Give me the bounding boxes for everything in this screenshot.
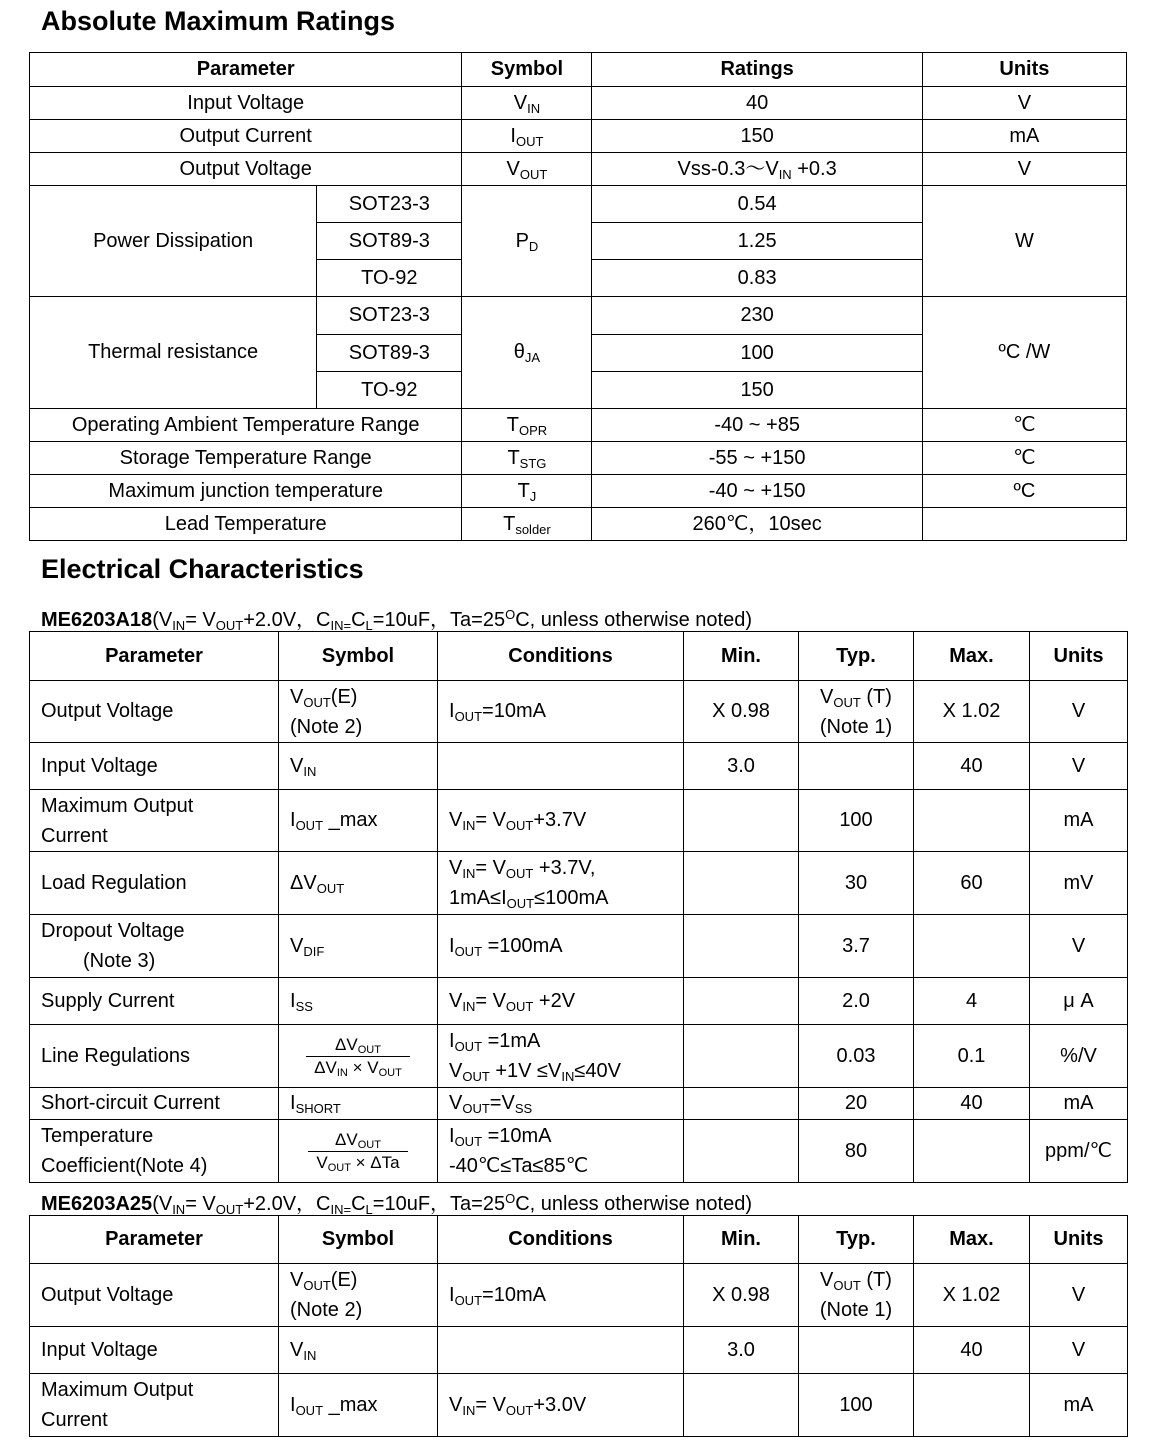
symbol-cell: $I_{OUT}$ _max [279,790,438,852]
unit-cell: V [1030,1327,1128,1374]
rating-cell: -40 ~ +150 [592,475,922,508]
rating-cell: 150 [592,120,922,153]
typ-cell [799,743,914,790]
unit-cell: %/V [1030,1025,1128,1088]
table-row [30,1374,1128,1437]
param-cell: Short-circuit Current [30,1088,279,1120]
max-cell [914,790,1030,852]
rating-cell: Vss-$0.3\sim V_{IN} +0.3$ [592,153,922,186]
max-cell: 40 [914,1327,1030,1374]
unit-cell: ºC [922,475,1126,508]
max-cell [914,1120,1030,1183]
min-cell [684,852,799,915]
a18-characteristics-table [29,631,1128,1183]
symbol-cell: $P_D$ [462,186,592,297]
unit-cell: V [922,87,1126,120]
unit-cell: V [1030,681,1128,743]
rating-cell: 1.25 [592,223,922,260]
package-cell: SOT89-3 [317,335,462,372]
symbol-cell: $I_{SS}$ [279,978,438,1025]
max-cell: 40 [914,1088,1030,1120]
typ-cell: 2.0 [799,978,914,1025]
rating-cell: 230 [592,297,922,335]
conditions-cell: $V_{OUT}=V_{SS}$ [438,1088,684,1120]
table-row [30,852,1128,915]
param-cell: Temperature Coefficient(Note 4) [30,1120,279,1183]
col-symbol: Symbol [279,632,438,681]
col-min: Min. [684,1216,799,1264]
symbol-cell: $V_{IN}$ [279,1327,438,1374]
symbol-cell: $T_{OPR}$ [462,409,592,442]
symbol-cell: $V_{IN}$ [279,743,438,790]
amr-title: Absolute Maximum Ratings [41,6,396,36]
col-units: Units [1030,632,1128,681]
conditions-cell [438,1327,684,1374]
unit-cell: ºC /W [922,297,1126,409]
typ-cell: 30 [799,852,914,915]
absolute-maximum-ratings-table [29,52,1127,541]
symbol-cell: $I_{OUT}$ [462,120,592,153]
symbol-cell: $\Delta V_{OUT}$ [279,852,438,915]
min-cell: X 0.98 [684,681,799,743]
unit-cell: ppm/℃ [1030,1120,1128,1183]
symbol-cell: $I_{OUT}$ _max [279,1374,438,1437]
min-cell: 3.0 [684,1327,799,1374]
min-cell [684,1374,799,1437]
col-parameter: Parameter [30,632,279,681]
unit-cell: V [1030,743,1128,790]
col-conditions: Conditions [438,632,684,681]
conditions-cell: $V_{IN}= V_{OUT} +2V$ [438,978,684,1025]
param-cell: Output Voltage [30,681,279,743]
param-cell: Storage Temperature Range [30,442,462,475]
symbol-cell: $T_J$ [462,475,592,508]
unit-cell: V [1030,1264,1128,1327]
min-cell [684,1120,799,1183]
col-units: Units [922,53,1126,87]
unit-cell: V [1030,915,1128,978]
max-cell [914,1374,1030,1437]
typ-cell: 3.7 [799,915,914,978]
typ-cell [799,1327,914,1374]
fraction: $\frac{\Delta V_{OUT}}{\Delta V_{IN} \times V_{OUT}}$ [306,1034,410,1078]
part-number: ME6203A18 [41,609,153,631]
rating-cell: 100 [592,335,922,372]
min-cell [684,1025,799,1088]
param-cell: Input Voltage [30,1327,279,1374]
param-cell: Power Dissipation [30,186,317,297]
a25-conditions: $ME6203A25(V_{IN}= V_{OUT}+2.0V$，$C_{IN=}C_L=10uF$，$Ta=25^OC$, unless otherwise noted) [41,1191,753,1217]
param-cell: Output Current [30,120,462,153]
symbol-cell: $T_{STG}$ [462,442,592,475]
table-row [30,442,1127,475]
table-row [30,186,1127,223]
package-cell: SOT89-3 [317,223,462,260]
col-conditions: Conditions [438,1216,684,1264]
ec-title: Electrical Characteristics [41,554,364,584]
param-cell: Thermal resistance [30,297,317,409]
table-row [30,790,1128,852]
package-cell: TO-92 [317,260,462,297]
table-row [30,297,1127,335]
fraction: $\frac{\Delta V_{OUT}}{V_{OUT} \times \Delta Ta}$ [308,1129,407,1173]
col-parameter: Parameter [30,1216,279,1264]
conditions-cell: $I_{OUT} =1mA$ $V_{OUT} +1V \le V_{IN}\le 40V$ [438,1025,684,1088]
param-cell: Output Voltage [30,1264,279,1327]
symbol-cell: $V_{OUT}$ [462,153,592,186]
table-row [30,153,1127,186]
package-cell: SOT23-3 [317,297,462,335]
conditions-cell: $I_{OUT}=10mA$ [438,1264,684,1327]
col-min: Min. [684,632,799,681]
typ-cell: 0.03 [799,1025,914,1088]
table-row [30,1327,1128,1374]
table-row [30,1264,1128,1327]
unit-cell: V [922,153,1126,186]
conditions-cell: $I_{OUT} =10mA$ -40℃≤Ta≤85℃ [438,1120,684,1183]
package-cell: SOT23-3 [317,186,462,223]
param-cell: Load Regulation [30,852,279,915]
symbol-cell: $V_{IN}$ [462,87,592,120]
col-units: Units [1030,1216,1128,1264]
min-cell: 3.0 [684,743,799,790]
a25-characteristics-table [29,1215,1128,1437]
col-symbol: Symbol [462,53,592,87]
min-cell [684,1088,799,1120]
col-typ: Typ. [799,632,914,681]
conditions-cell [438,743,684,790]
typ-cell: 100 [799,790,914,852]
max-cell: 40 [914,743,1030,790]
param-cell: Operating Ambient Temperature Range [30,409,462,442]
table-row [30,743,1128,790]
unit-cell: ℃ [922,409,1126,442]
table-row [30,1025,1128,1088]
symbol-cell [279,1025,438,1088]
param-cell: Maximum Output Current [30,790,279,852]
param-cell: Input Voltage [30,743,279,790]
param-cell: Supply Current [30,978,279,1025]
table-row [30,409,1127,442]
col-parameter: Parameter [30,53,462,87]
max-cell: 60 [914,852,1030,915]
min-cell: X 0.98 [684,1264,799,1327]
param-cell: Lead Temperature [30,508,462,541]
table-row [30,681,1128,743]
table-row [30,978,1128,1025]
col-ratings: Ratings [592,53,922,87]
unit-cell: mV [1030,852,1128,915]
max-cell: X 1.02 [914,681,1030,743]
unit-cell: ℃ [922,442,1126,475]
col-max: Max. [914,632,1030,681]
table-row [30,1088,1128,1120]
conditions-cell: $I_{OUT} =100mA$ [438,915,684,978]
min-cell [684,915,799,978]
typ-cell: $V_{OUT}$ (T) (Note 1) [799,681,914,743]
param-cell: Maximum Output Current [30,1374,279,1437]
symbol-cell: $I_{SHORT}$ [279,1088,438,1120]
symbol-cell [279,1120,438,1183]
param-cell: Maximum junction temperature [30,475,462,508]
unit-cell [922,508,1126,541]
table-row [30,475,1127,508]
table-row [30,87,1127,120]
min-cell [684,978,799,1025]
rating-cell: 0.83 [592,260,922,297]
package-cell: TO-92 [317,372,462,409]
param-cell: Line Regulations [30,1025,279,1088]
rating-cell: 150 [592,372,922,409]
table-row [30,915,1128,978]
typ-cell: $V_{OUT}$ (T) (Note 1) [799,1264,914,1327]
a18-conditions: $ME6203A18(V_{IN}= V_{OUT}+2.0V$，$C_{IN=}C_L=10uF$，$Ta=25^OC$, unless otherwise noted) [41,607,753,633]
unit-cell: W [922,186,1126,297]
max-cell: 0.1 [914,1025,1030,1088]
unit-cell: mA [1030,790,1128,852]
col-max: Max. [914,1216,1030,1264]
conditions-cell: $V_{IN}= V_{OUT}+3.7V$ [438,790,684,852]
rating-cell: 40 [592,87,922,120]
rating-cell: 0.54 [592,186,922,223]
conditions-cell: $I_{OUT}=10mA$ [438,681,684,743]
table-row [30,1120,1128,1183]
max-cell: 4 [914,978,1030,1025]
max-cell [914,915,1030,978]
unit-cell: μ A [1030,978,1128,1025]
param-cell: Dropout Voltage (Note 3) [30,915,279,978]
typ-cell: 20 [799,1088,914,1120]
symbol-cell: $V_{OUT}(E)$ (Note 2) [279,681,438,743]
symbol-cell: $V_{OUT}(E)$ (Note 2) [279,1264,438,1327]
rating-cell: 260℃，10sec [592,508,922,541]
conditions-cell: $V_{IN}= V_{OUT} +3.7V$, $1mA\le I_{OUT}\le 100mA$ [438,852,684,915]
symbol-cell: $V_{DIF}$ [279,915,438,978]
conditions-cell: $V_{IN}= V_{OUT}+3.0V$ [438,1374,684,1437]
param-cell: Input Voltage [30,87,462,120]
param-cell: Output Voltage [30,153,462,186]
table-row [30,508,1127,541]
rating-cell: -40 ~ +85 [592,409,922,442]
col-symbol: Symbol [279,1216,438,1264]
typ-cell: 100 [799,1374,914,1437]
unit-cell: mA [1030,1374,1128,1437]
symbol-cell: $\theta_{JA}$ [462,297,592,409]
col-typ: Typ. [799,1216,914,1264]
min-cell [684,790,799,852]
table-row [30,120,1127,153]
unit-cell: mA [922,120,1126,153]
unit-cell: mA [1030,1088,1128,1120]
typ-cell: 80 [799,1120,914,1183]
rating-cell: -55 ~ +150 [592,442,922,475]
symbol-cell: $T_{solder}$ [462,508,592,541]
max-cell: X 1.02 [914,1264,1030,1327]
part-number: ME6203A25 [41,1193,153,1215]
